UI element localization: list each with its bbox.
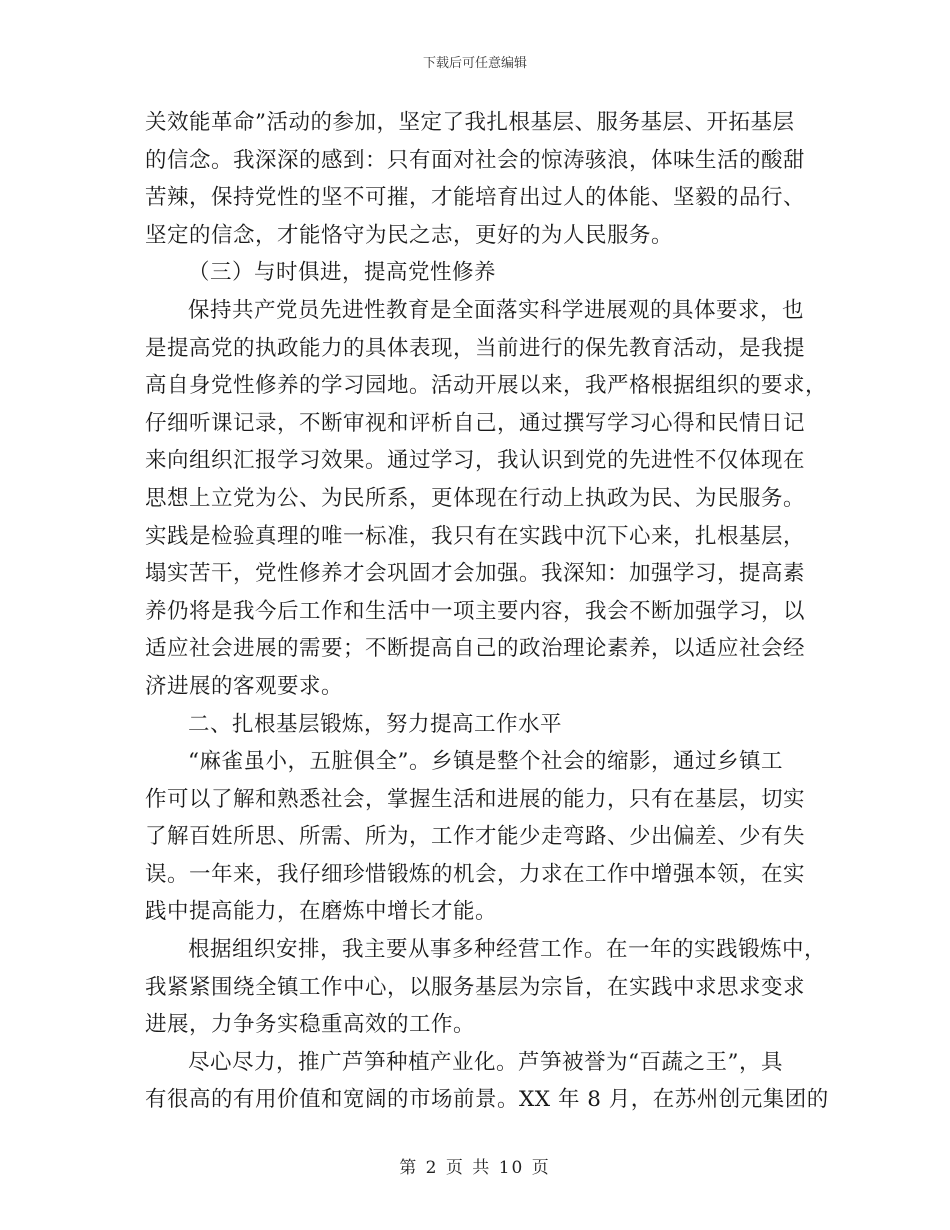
text-line: 塌实苦干，党性修养才会巩固才会加强。我深知：加强学习，提高素 bbox=[145, 561, 806, 587]
page-header: 下载后可任意编辑 bbox=[422, 56, 527, 71]
text-line: 是提高党的执政能力的具体表现，当前进行的保先教育活动，是我提 bbox=[145, 335, 806, 361]
text-line: 适应社会进展的需要；不断提高自己的政治理论素养，以适应社会经 bbox=[145, 636, 806, 662]
text-line: 济进展的客观要求。 bbox=[145, 673, 344, 699]
text-line: 坚定的信念，才能恪守为民之志，更好的为人民服务。 bbox=[145, 222, 674, 248]
text-line: 苦辣，保持党性的坚不可摧，才能培育出过人的体能、坚毅的品行、 bbox=[145, 185, 806, 211]
text-line: 误。一年来，我仔细珍惜锻炼的机会，力求在工作中增强本领，在实 bbox=[145, 861, 806, 887]
text-line: 二、扎根基层锻炼，努力提高工作水平 bbox=[188, 711, 563, 737]
text-line: 践中提高能力，在磨炼中增长才能。 bbox=[145, 899, 498, 925]
text-line: （三）与时俱进，提高党性修养 bbox=[188, 260, 497, 286]
text-line: “麻雀虽小，五脏俱全”。乡镇是整个社会的缩影，通过乡镇工 bbox=[188, 749, 783, 775]
text-line: 思想上立党为公、为民所系，更体现在行动上执政为民、为民服务。 bbox=[145, 485, 806, 511]
page-number-footer: 第 2 页 共 10 页 bbox=[399, 1158, 551, 1178]
text-line: 仔细听课记录，不断审视和评析自己，通过撰写学习心得和民情日记 bbox=[145, 410, 806, 436]
text-line: 的信念。我深深的感到：只有面对社会的惊涛骇浪，体味生活的酸甜 bbox=[145, 147, 806, 173]
text-line: 了解百姓所思、所需、所为，工作才能少走弯路、少出偏差、少有失 bbox=[145, 824, 806, 850]
text-line: 关效能革命”活动的参加，坚定了我扎根基层、服务基层、开拓基层 bbox=[145, 110, 795, 135]
text-line: 尽心尽力，推广芦笋种植产业化。芦笋被誉为“百蔬之王”，具 bbox=[188, 1049, 783, 1075]
text-line: 有很高的有用价值和宽阔的市场前景。XX 年 8 月，在苏州创元集团的 bbox=[145, 1087, 829, 1113]
text-line: 养仍将是我今后工作和生活中一项主要内容，我会不断加强学习，以 bbox=[145, 598, 806, 624]
text-line: 保持共产党员先进性教育是全面落实科学进展观的具体要求，也 bbox=[188, 297, 805, 323]
text-line: 实践是检验真理的唯一标准，我只有在实践中沉下心来，扎根基层， bbox=[145, 523, 806, 549]
text-line: 根据组织安排，我主要从事多种经营工作。在一年的实践锻炼中， bbox=[188, 937, 827, 963]
text-line: 作可以了解和熟悉社会，掌握生活和进展的能力，只有在基层，切实 bbox=[145, 786, 806, 812]
document-body bbox=[145, 104, 829, 1119]
text-line: 高自身党性修养的学习园地。活动开展以来，我严格根据组织的要求， bbox=[145, 373, 828, 399]
text-line: 我紧紧围绕全镇工作中心，以服务基层为宗旨，在实践中求思求变求 bbox=[145, 974, 806, 1000]
text-line: 进展，力争务实稳重高效的工作。 bbox=[145, 1012, 476, 1038]
text-line: 来向组织汇报学习效果。通过学习，我认识到党的先进性不仅体现在 bbox=[145, 448, 806, 474]
